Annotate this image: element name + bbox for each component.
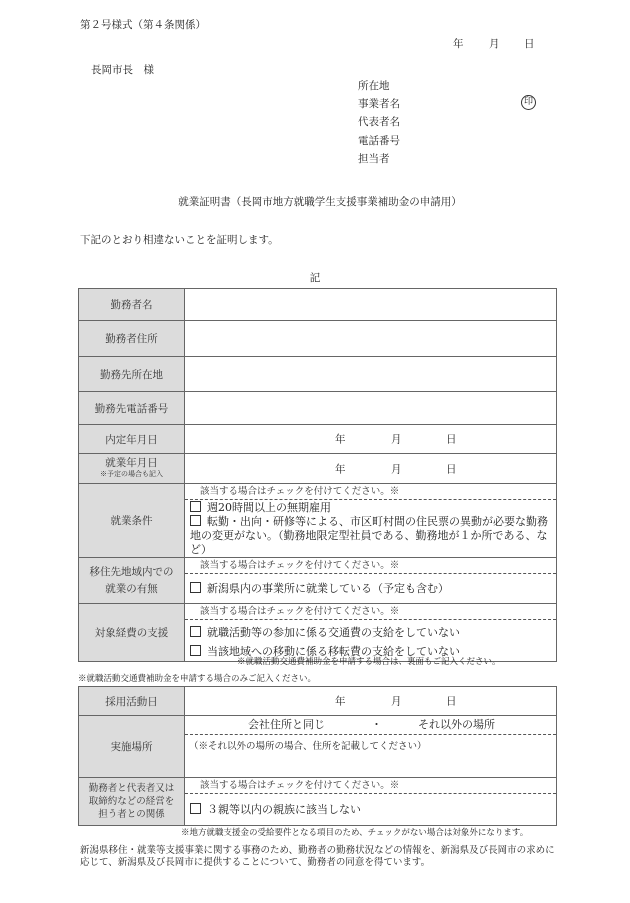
- relationship-label: 勤務者と代表者又は 取締約などの経営を 担う者との関係: [79, 778, 185, 826]
- employment-conditions-cell: [185, 484, 557, 558]
- employment-in-area-label: 移住先地域内での 就業の有無: [79, 558, 185, 604]
- venue-choice-other[interactable]: それ以外の場所: [418, 718, 495, 731]
- employment-conditions-label: 就業条件: [79, 484, 185, 558]
- sender-contact-label: 担当者: [358, 153, 390, 165]
- addressee: 長岡市長 様: [91, 64, 154, 76]
- option-niigata-office[interactable]: 新潟県内の事業所に就業している（予定も含む）: [185, 574, 556, 596]
- row-expense-support: [79, 604, 557, 662]
- row-venue: [79, 716, 557, 778]
- row-employment-in-area: [79, 558, 557, 604]
- checkbox[interactable]: [190, 626, 201, 637]
- employment-in-area-cell: [185, 558, 557, 604]
- venue-note: （※それ以外の場所の場合、住所を記載してください）: [189, 741, 427, 752]
- seal-icon: 印: [521, 95, 536, 110]
- note-requirement: ※地方就職支援金の受給要件となる項目のため、チェックがない場合は対象外になります。: [181, 828, 529, 838]
- offer-date-month: 月: [391, 433, 402, 446]
- start-date-field[interactable]: [185, 454, 557, 484]
- row-worker-address: [79, 321, 557, 357]
- option-no-relocation-expense[interactable]: 当該地域への移動に係る移転費の支給をしていない: [185, 642, 556, 661]
- offer-date-year: 年: [335, 433, 346, 446]
- checkbox[interactable]: [190, 803, 201, 814]
- venue-cell: [185, 716, 557, 778]
- row-recruit-date: [79, 687, 557, 716]
- row-worker-name: [79, 289, 557, 321]
- option-no-relocation[interactable]: 転勤・出向・研修等による、市区町村間の住民票の異動が必要な勤務地の変更がない。（勤務地限定型社員である、勤務地が１か所である、など）: [190, 515, 548, 556]
- date-month-unit: 月: [489, 38, 500, 50]
- sender-representative-label: 代表者名: [358, 116, 400, 128]
- start-date-month: 月: [391, 463, 402, 475]
- recruit-date-field[interactable]: [185, 687, 557, 716]
- recruit-date-year: 年: [335, 695, 346, 708]
- venue-separator: ・: [371, 718, 382, 731]
- check-hint: 該当する場合はチェックを付けてください。※: [185, 778, 556, 794]
- recruit-date-month: 月: [391, 695, 402, 708]
- recruit-date-label: 採用活動日: [79, 687, 185, 716]
- check-hint: 該当する場合はチェックを付けてください。※: [185, 484, 556, 500]
- sender-business-name-label: 事業者名: [358, 98, 400, 110]
- recruitment-table: [78, 686, 557, 826]
- row-workplace-address: [79, 357, 557, 392]
- start-date-note: ※予定の場合も記入: [100, 469, 163, 478]
- worker-name-label: 勤務者名: [79, 289, 185, 321]
- workplace-address-field[interactable]: [185, 357, 557, 392]
- sender-address-label: 所在地: [358, 80, 390, 92]
- certification-statement: 下記のとおり相違ないことを証明します。: [80, 234, 279, 246]
- row-employment-conditions: [79, 484, 557, 558]
- document-title: 就業証明書（長岡市地方就職学生支援事業補助金の申請用）: [178, 196, 462, 208]
- worker-address-field[interactable]: [185, 321, 557, 357]
- offer-date-day: 日: [446, 433, 457, 446]
- workplace-address-label: 勤務先所在地: [79, 357, 185, 392]
- row-start-date: [79, 454, 557, 484]
- offer-date-label: 内定年月日: [79, 425, 185, 454]
- checkbox[interactable]: [190, 645, 201, 656]
- relationship-cell: [185, 778, 557, 826]
- date-day-unit: 日: [524, 38, 535, 50]
- sender-phone-label: 電話番号: [358, 135, 400, 147]
- date-year-unit: 年: [453, 38, 464, 50]
- consent-statement: 新潟県移住・就業等支援事業に関する事務のため、勤務者の勤務状況などの情報を、新潟県及び長岡市の求めに応じて、新潟県及び長岡市に提供することについて、勤務者の同意を得ています。: [80, 845, 555, 868]
- start-date-label-cell: [79, 454, 185, 484]
- start-date-label: 就業年月日: [105, 456, 158, 469]
- note-only-if: ※就職活動交通費補助金を申請する場合のみご記入ください。: [78, 674, 317, 684]
- employment-table: [78, 288, 557, 662]
- note-back-side: ※就職活動交通費補助金を申請する場合は、裏面もご記入ください。: [237, 657, 501, 667]
- row-workplace-phone: [79, 392, 557, 425]
- row-relationship: [79, 778, 557, 826]
- form-number: 第２号様式（第４条関係）: [80, 19, 206, 31]
- start-date-day: 日: [446, 463, 457, 475]
- workplace-phone-label: 勤務先電話番号: [79, 392, 185, 425]
- checkbox[interactable]: [190, 582, 201, 593]
- check-hint: 該当する場合はチェックを付けてください。※: [185, 604, 556, 620]
- worker-address-label: 勤務者住所: [79, 321, 185, 357]
- workplace-phone-field[interactable]: [185, 392, 557, 425]
- worker-name-field[interactable]: [185, 289, 557, 321]
- checkbox[interactable]: [190, 501, 201, 512]
- expense-support-label: 対象経費の支援: [79, 604, 185, 662]
- check-hint: 該当する場合はチェックを付けてください。※: [185, 558, 556, 574]
- row-offer-date: [79, 425, 557, 454]
- start-date-year: 年: [335, 463, 346, 475]
- offer-date-field[interactable]: [185, 425, 557, 454]
- ki-heading: 記: [309, 272, 321, 284]
- venue-label: 実施場所: [79, 716, 185, 778]
- recruit-date-day: 日: [446, 695, 457, 708]
- checkbox[interactable]: [190, 515, 201, 526]
- venue-choice-same[interactable]: 会社住所と同じ: [248, 718, 325, 731]
- option-20h-permanent[interactable]: 週20時間以上の無期雇用: [185, 500, 556, 515]
- option-no-transport-expense[interactable]: 就職活動等の参加に係る交通費の支給をしていない: [185, 620, 556, 642]
- expense-support-cell: [185, 604, 557, 662]
- option-not-relative[interactable]: ３親等以内の親族に該当しない: [185, 794, 556, 817]
